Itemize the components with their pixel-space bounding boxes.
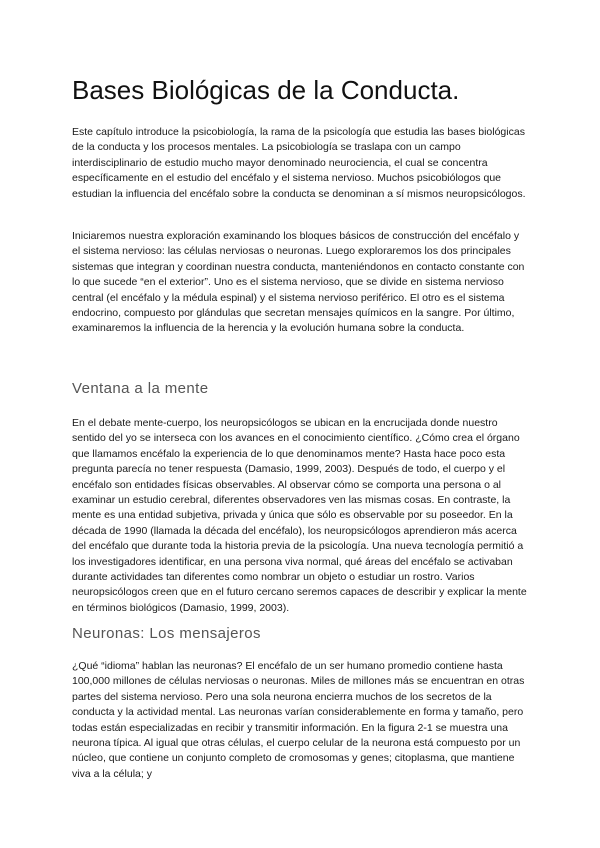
section-heading-ventana: Ventana a la mente xyxy=(72,380,209,397)
intro-paragraph-2: Iniciaremos nuestra exploración examinando los bloques básicos de construcción del encéfalo y el sistema nervioso: las células nerviosas o neuronas. Luego exploraremos los dos principales sistemas que integran y coordinan nuestra conducta, manteniéndonos en contacto constante con lo que sucede “en el exterior”. Uno es el sistema nervioso, que se divide en sistema nervioso central (el encéfalo y la médula espinal) y el sistema nervioso periférico. El otro es el sistema endocrino, compuesto por glándulas que secretan mensajes químicos en la sangre. Por último, examinaremos la influencia de la herencia y la evolución humana sobre la conducta. xyxy=(72,230,525,335)
section-paragraph-ventana: En el debate mente-cuerpo, los neuropsicólogos se ubican en la encrucijada donde nuestro sentido del yo se interseca con los avances en el conocimiento científico. ¿Cómo crea el órgano que llamamos encéfalo la experiencia de lo que denominamos mente? Hasta hace poco esta pregunta parecía no tener respuesta (Damasio, 1999, 2003). Después de todo, el cuerpo y el encéfalo son entidades físicas observables. Al observar cómo se comporta una persona o al examinar un estudio cerebral, diferentes observadores ven las mismas cosas. En contraste, la mente es una entidad subjetiva, privada y única que sólo es observable por su poseedor. En la década de 1990 (llamada la década del encéfalo), los neuropsicólogos aprendieron más acerca del encéfalo que durante toda la historia previa de la psicología. Una nueva tecnología permitió a los investigadores identificar, en una persona viva normal, qué áreas del encéfalo se activaban durante actividades tan diferentes como nombrar un objeto o estudiar un rostro. Varios neuropsicólogos creen que en el futuro cercano seremos capaces de describir y explicar la mente en términos biológicos (Damasio, 1999, 2003). xyxy=(72,417,527,614)
intro-paragraph-1: Este capítulo introduce la psicobiología, la rama de la psicología que estudia las bases biológicas de la conducta y los procesos mentales. La psicobiología se traslapa con un campo interdisciplinario de estudio mucho mayor denominado neurociencia, el cual se concentra específicamente en el estudio del encéfalo y el sistema nervioso. Muchos psicobiólogos que estudian la influencia del encéfalo sobre la conducta se denominan a sí mismos neuropsicólogos. xyxy=(72,126,526,200)
section-paragraph-neuronas: ¿Qué “idioma” hablan las neuronas? El encéfalo de un ser humano promedio contiene hasta 100,000 millones de células nerviosas o neuronas. Miles de millones más se encuentran en otras partes del sistema nervioso. Pero una sola neurona encierra muchos de los secretos de la conducta y la actividad mental. Las neuronas varían considerablemente en forma y tamaño, pero todas están especializadas en recibir y transmitir información. En la figura 2-1 se muestra una neurona típica. Al igual que otras células, el cuerpo celular de la neurona está compuesto por un núcleo, que contiene un conjunto completo de cromosomas y genes; citoplasma, que mantiene viva a la célula; y xyxy=(72,660,525,780)
section-heading-neuronas: Neuronas: Los mensajeros xyxy=(72,625,261,642)
document-title: Bases Biológicas de la Conducta. xyxy=(72,75,460,105)
